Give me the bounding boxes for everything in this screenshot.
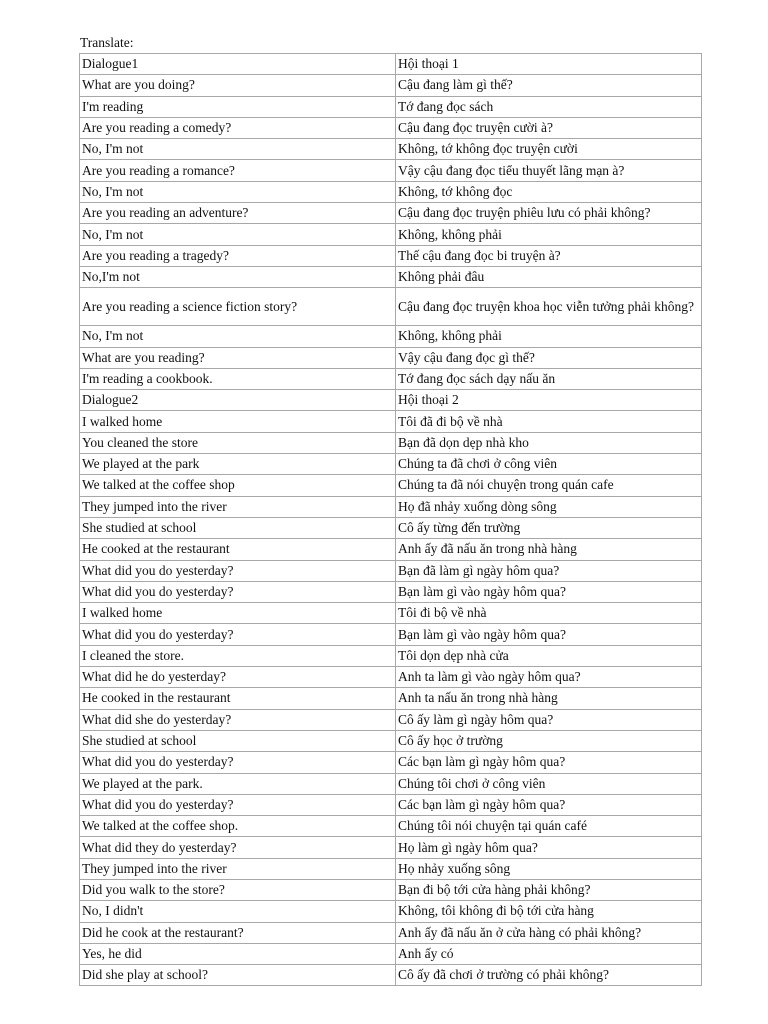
table-row [80, 245, 702, 266]
table-row [80, 203, 702, 224]
english-cell: Dialogue1 [80, 54, 396, 75]
table-row [80, 160, 702, 181]
table-row [80, 266, 702, 287]
table-row [80, 75, 702, 96]
table-row [80, 816, 702, 837]
vietnamese-cell: Vậy cậu đang đọc gì thế? [396, 347, 702, 368]
table-row [80, 709, 702, 730]
english-cell: I walked home [80, 411, 396, 432]
vietnamese-cell: Cô ấy từng đến trường [396, 517, 702, 538]
english-cell: Dialogue2 [80, 390, 396, 411]
table-row [80, 411, 702, 432]
english-cell: Are you reading a tragedy? [80, 245, 396, 266]
vietnamese-cell: Không, tớ không đọc truyện cười [396, 139, 702, 160]
table-row [80, 879, 702, 900]
vietnamese-cell: Anh ấy có [396, 943, 702, 964]
table-row [80, 603, 702, 624]
english-cell: We played at the park. [80, 773, 396, 794]
vietnamese-cell: Anh ấy đã nấu ăn ở cửa hàng có phải không? [396, 922, 702, 943]
vietnamese-cell: Họ đã nhảy xuống dòng sông [396, 496, 702, 517]
vietnamese-cell: Không, không phải [396, 326, 702, 347]
vietnamese-cell: Bạn làm gì vào ngày hôm qua? [396, 581, 702, 602]
vietnamese-cell: Cô ấy học ở trường [396, 730, 702, 751]
english-cell: No, I'm not [80, 224, 396, 245]
english-cell: What did she do yesterday? [80, 709, 396, 730]
vietnamese-cell: Không, tôi không đi bộ tới cửa hàng [396, 901, 702, 922]
english-cell: I'm reading [80, 96, 396, 117]
english-cell: No, I'm not [80, 181, 396, 202]
english-cell: He cooked at the restaurant [80, 539, 396, 560]
vietnamese-cell: Các bạn làm gì ngày hôm qua? [396, 794, 702, 815]
english-cell: No, I'm not [80, 139, 396, 160]
english-cell: What did you do yesterday? [80, 560, 396, 581]
document-heading: Translate: [80, 35, 134, 50]
vietnamese-cell: Các bạn làm gì ngày hôm qua? [396, 752, 702, 773]
table-row [80, 288, 702, 326]
english-cell: What did you do yesterday? [80, 794, 396, 815]
vietnamese-cell: Chúng tôi chơi ở công viên [396, 773, 702, 794]
table-row [80, 730, 702, 751]
english-cell: They jumped into the river [80, 858, 396, 879]
vietnamese-cell: Hội thoại 1 [396, 54, 702, 75]
table-row [80, 837, 702, 858]
english-cell: Did she play at school? [80, 965, 396, 986]
vietnamese-cell: Cậu đang làm gì thế? [396, 75, 702, 96]
english-cell: What did you do yesterday? [80, 752, 396, 773]
vietnamese-cell: Thế cậu đang đọc bi truyện à? [396, 245, 702, 266]
english-cell: I walked home [80, 603, 396, 624]
table-row [80, 645, 702, 666]
english-cell: Are you reading an adventure? [80, 203, 396, 224]
table-row [80, 390, 702, 411]
vietnamese-cell: Cô ấy đã chơi ở trường có phải không? [396, 965, 702, 986]
vietnamese-cell: Hội thoại 2 [396, 390, 702, 411]
vietnamese-cell: Cậu đang đọc truyện phiêu lưu có phải không? [396, 203, 702, 224]
table-row [80, 454, 702, 475]
table-row [80, 517, 702, 538]
table-row [80, 139, 702, 160]
table-row [80, 965, 702, 986]
vietnamese-cell: Vậy cậu đang đọc tiểu thuyết lãng mạn à? [396, 160, 702, 181]
english-cell: She studied at school [80, 517, 396, 538]
english-cell: Yes, he did [80, 943, 396, 964]
english-cell: What are you doing? [80, 75, 396, 96]
table-row [80, 475, 702, 496]
english-cell: No,I'm not [80, 266, 396, 287]
vietnamese-cell: Không, tớ không đọc [396, 181, 702, 202]
vietnamese-cell: Bạn đã dọn dẹp nhà kho [396, 432, 702, 453]
english-cell: We played at the park [80, 454, 396, 475]
vietnamese-cell: Anh ấy đã nấu ăn trong nhà hàng [396, 539, 702, 560]
english-cell: Are you reading a science fiction story? [80, 288, 396, 326]
table-row [80, 901, 702, 922]
table-row [80, 922, 702, 943]
table-row [80, 224, 702, 245]
table-row [80, 581, 702, 602]
english-cell: You cleaned the store [80, 432, 396, 453]
vietnamese-cell: Họ làm gì ngày hôm qua? [396, 837, 702, 858]
english-cell: He cooked in the restaurant [80, 688, 396, 709]
english-cell: No, I didn't [80, 901, 396, 922]
english-cell: Did you walk to the store? [80, 879, 396, 900]
table-row [80, 326, 702, 347]
table-row [80, 688, 702, 709]
translation-table-body [80, 54, 702, 986]
table-row [80, 54, 702, 75]
document-page [79, 34, 701, 986]
vietnamese-cell: Cô ấy làm gì ngày hôm qua? [396, 709, 702, 730]
vietnamese-cell: Tôi đã đi bộ về nhà [396, 411, 702, 432]
vietnamese-cell: Tôi đi bộ về nhà [396, 603, 702, 624]
table-row [80, 432, 702, 453]
table-row [80, 560, 702, 581]
english-cell: She studied at school [80, 730, 396, 751]
table-row [80, 539, 702, 560]
vietnamese-cell: Anh ta làm gì vào ngày hôm qua? [396, 667, 702, 688]
english-cell: We talked at the coffee shop. [80, 816, 396, 837]
english-cell: Are you reading a romance? [80, 160, 396, 181]
table-row [80, 624, 702, 645]
translation-table [79, 53, 702, 986]
english-cell: What did he do yesterday? [80, 667, 396, 688]
english-cell: What did they do yesterday? [80, 837, 396, 858]
english-cell: Are you reading a comedy? [80, 117, 396, 138]
english-cell: What are you reading? [80, 347, 396, 368]
vietnamese-cell: Không, không phải [396, 224, 702, 245]
english-cell: No, I'm not [80, 326, 396, 347]
vietnamese-cell: Chúng tôi nói chuyện tại quán café [396, 816, 702, 837]
vietnamese-cell: Chúng ta đã chơi ở công viên [396, 454, 702, 475]
vietnamese-cell: Bạn đã làm gì ngày hôm qua? [396, 560, 702, 581]
table-row [80, 794, 702, 815]
table-row [80, 117, 702, 138]
english-cell: Did he cook at the restaurant? [80, 922, 396, 943]
table-row [80, 96, 702, 117]
table-row [80, 773, 702, 794]
vietnamese-cell: Chúng ta đã nói chuyện trong quán cafe [396, 475, 702, 496]
vietnamese-cell: Bạn làm gì vào ngày hôm qua? [396, 624, 702, 645]
vietnamese-cell: Cậu đang đọc truyện khoa học viễn tưởng phải không? [396, 288, 702, 326]
vietnamese-cell: Tôi dọn dẹp nhà cửa [396, 645, 702, 666]
vietnamese-cell: Không phải đâu [396, 266, 702, 287]
english-cell: They jumped into the river [80, 496, 396, 517]
english-cell: We talked at the coffee shop [80, 475, 396, 496]
table-row [80, 943, 702, 964]
vietnamese-cell: Tớ đang đọc sách [396, 96, 702, 117]
vietnamese-cell: Họ nhảy xuống sông [396, 858, 702, 879]
table-row [80, 496, 702, 517]
vietnamese-cell: Tớ đang đọc sách dạy nấu ăn [396, 368, 702, 389]
english-cell: I cleaned the store. [80, 645, 396, 666]
table-row [80, 667, 702, 688]
english-cell: I'm reading a cookbook. [80, 368, 396, 389]
table-row [80, 347, 702, 368]
english-cell: What did you do yesterday? [80, 624, 396, 645]
vietnamese-cell: Bạn đi bộ tới cửa hàng phải không? [396, 879, 702, 900]
vietnamese-cell: Anh ta nấu ăn trong nhà hàng [396, 688, 702, 709]
table-row [80, 368, 702, 389]
vietnamese-cell: Cậu đang đọc truyện cười à? [396, 117, 702, 138]
table-row [80, 858, 702, 879]
english-cell: What did you do yesterday? [80, 581, 396, 602]
table-row [80, 181, 702, 202]
table-row [80, 752, 702, 773]
